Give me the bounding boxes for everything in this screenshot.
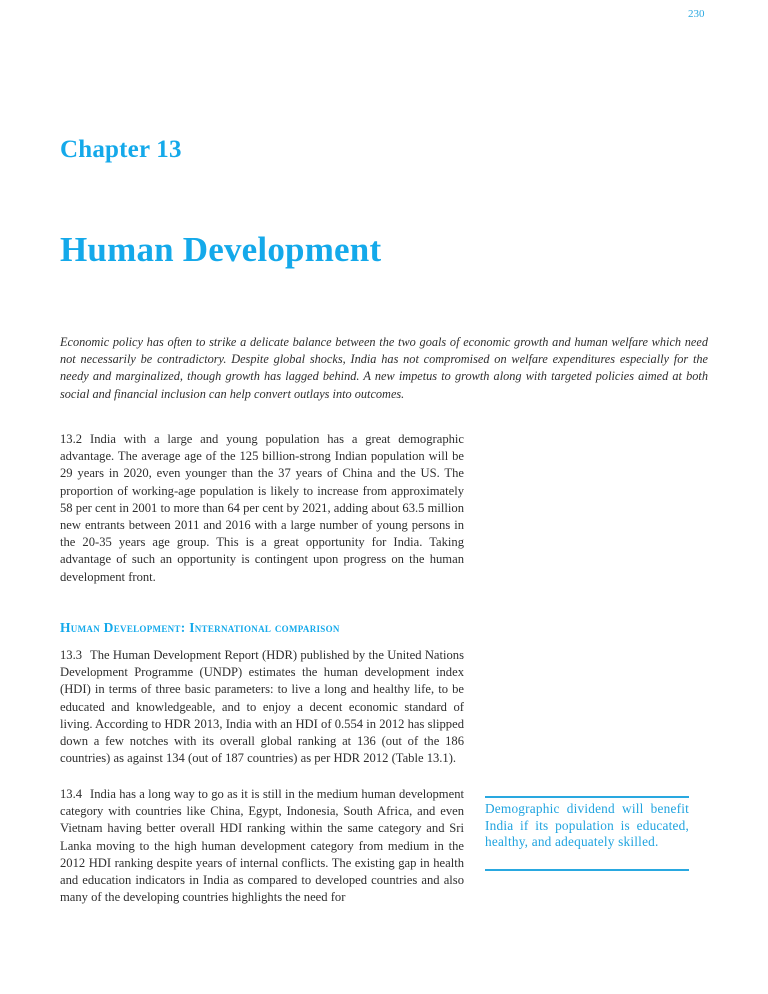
paragraph-text: India with a large and young population has a great demographic advantage. The average age of the 125 billion-strong Indian population will be 29 years in 2020, even younger than the 37 years of China and the US. The proportion of working-age population is likely to increase from approximately 58 per cent in 2001 to more than 64 per cent by 2021, adding about 63.5 million new entrants between 2011 and 2016 with a large number of young persons in the 20-35 years age group. This is a great opportunity for India. Taking advantage of such an opportunity is contingent upon progress on the human development front. [60, 432, 464, 584]
callout-text: Demographic dividend will benefit India if its population is educated, healthy, and adequately skilled. [485, 801, 689, 849]
paragraph-number: 13.4 [60, 787, 83, 801]
chapter-label: Chapter 13 [60, 136, 182, 163]
paragraph-13-3 [60, 647, 464, 767]
paragraph-number: 13.2 [60, 432, 83, 446]
page-number: 230 [688, 8, 705, 20]
margin-callout [485, 796, 689, 871]
chapter-title: Human Development [60, 230, 382, 269]
paragraph-number: 13.3 [60, 648, 83, 662]
chapter-intro: Economic policy has often to strike a delicate balance between the two goals of economic growth and human welfare which need not necessarily be contradictory. Despite global shocks, India has not compromised on welfare expenditures especially for the needy and marginalized, though growth has lagged behind. A new impetus to growth along with targeted policies aimed at both social and financial inclusion can help convert outlays into outcomes. [60, 335, 708, 401]
paragraph-text: India has a long way to go as it is still in the medium human development category with countries like China, Egypt, Indonesia, South Africa, and even Vietnam having better overall HDI ranking within the same category and Sri Lanka moving to the high human development category from medium in the 2012 HDI ranking despite years of internal conflicts. The existing gap in health and education indicators in India as compared to developed countries and also many of the developing countries highlights the need for [60, 787, 464, 905]
paragraph-text: The Human Development Report (HDR) published by the United Nations Development Programme (UNDP) estimates the human development index (HDI) in terms of three basic parameters: to live a long and healthy life, to be educated and knowledgeable, and to enjoy a decent economic standard of living. According to HDR 2013, India with an HDI of 0.554 in 2012 has slipped down a few notches with its overall global ranking at 136 (out of the 186 countries) as against 134 (out of 187 countries) as per HDR 2012 (Table 13.1). [60, 648, 464, 766]
section-heading: Human Development: International comparison [60, 620, 340, 635]
paragraph-13-4 [60, 786, 464, 906]
paragraph-13-2 [60, 431, 464, 586]
